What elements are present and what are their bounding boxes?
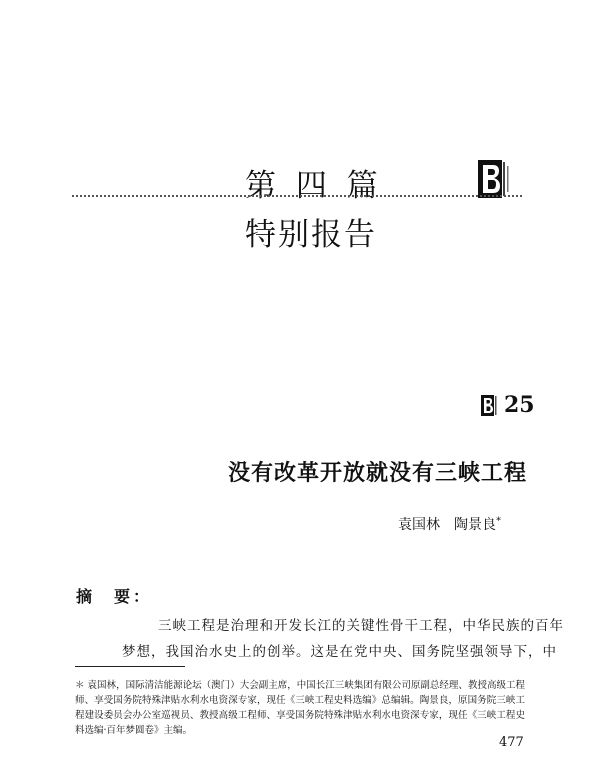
- blue-book-logo: [478, 160, 512, 198]
- author-names: 袁国林 陶景良: [398, 517, 496, 533]
- footnote-rule: [75, 666, 185, 667]
- abstract-text-line: 梦想，我国治水史上的创举。这是在党中央、国务院坚强领导下，中: [122, 644, 557, 660]
- chapter-number: 25: [504, 392, 535, 418]
- page-number: 477: [499, 735, 524, 750]
- article-title: 没有改革开放就没有三峡工程: [228, 461, 528, 486]
- author-footnote: ＊ 袁国林，国际清洁能源论坛（澳门）大会副主席，中国长江三峡集团有限公司原副总经理、教授高级工程师、享受国务院特殊津贴水利水电资深专家，现任《三峡工程史料选编》总编辑。陶景良，原国务院三峡工程建设委员会办公室巡视员、教授高级工程师、享受国务院特殊津贴水利水电资深专家，现任《三峡工程史料选编·百年梦圆卷》主编。: [75, 680, 525, 736]
- authors: [398, 514, 501, 534]
- footnote-mark: *: [496, 515, 501, 527]
- part-title: 第 四 篇: [245, 168, 383, 204]
- abstract-label: 摘 要：: [76, 587, 153, 606]
- abstract-text-line: 三峡工程是治理和开发长江的关键性骨干工程，中华民族的百年: [158, 618, 564, 634]
- section-title: 特别报告: [245, 217, 377, 253]
- chapter-b-icon: [481, 395, 498, 416]
- header-dotted-rule: [72, 195, 522, 197]
